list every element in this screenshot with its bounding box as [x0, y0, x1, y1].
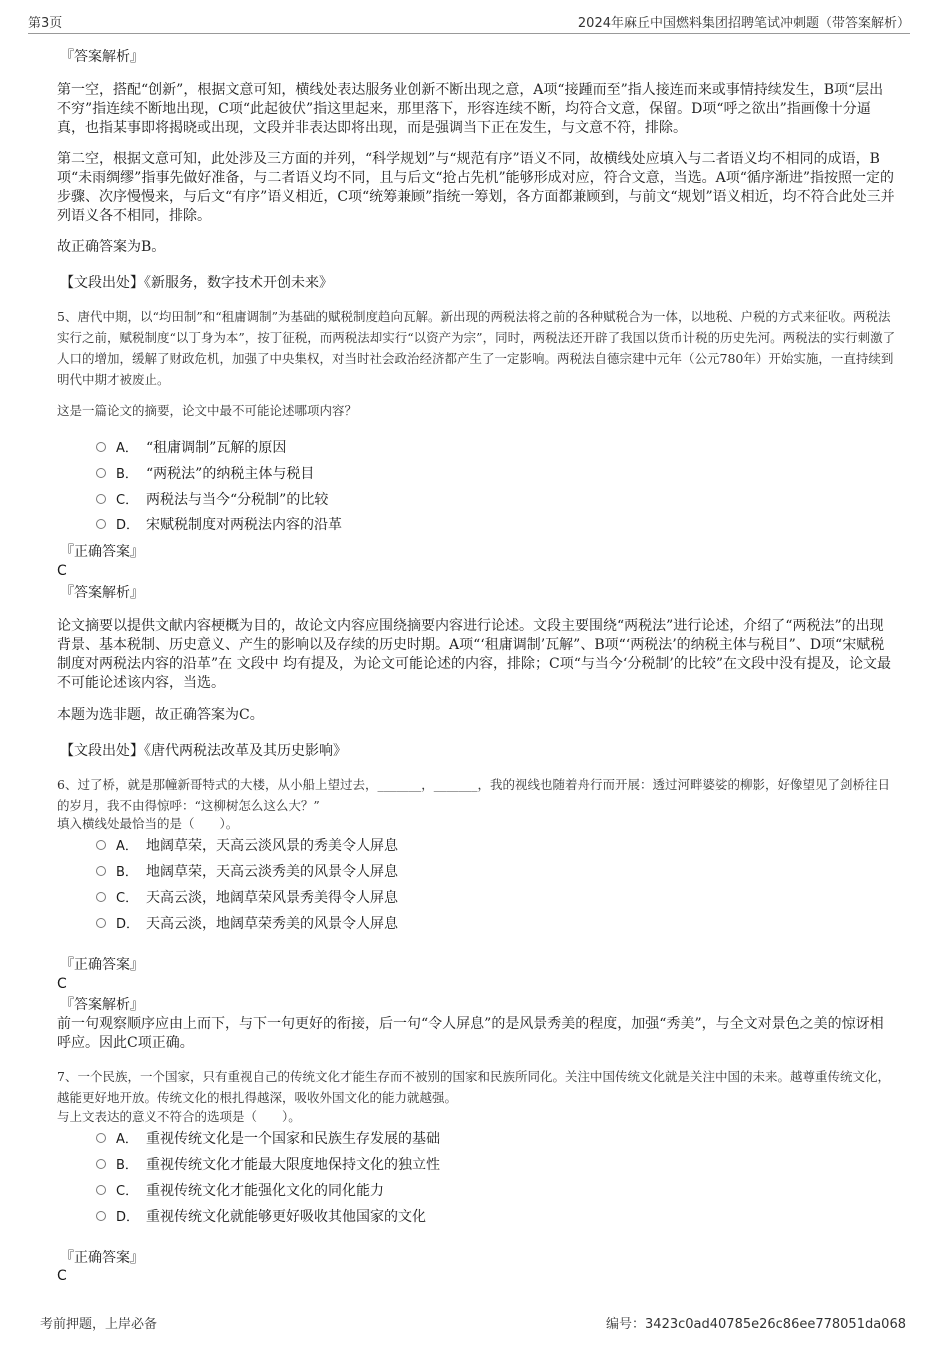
radio-icon[interactable]: [96, 494, 106, 504]
q5-answer: C: [57, 563, 67, 579]
q5-analysis-label: 『答案解析』: [60, 585, 144, 601]
q7-option-b[interactable]: B． 重视传统文化才能最大限度地保持文化的独立性: [96, 1154, 440, 1176]
q4-source: 【文段出处】《新服务，数字技术开创未来》: [60, 275, 333, 291]
radio-icon[interactable]: [96, 519, 106, 529]
q6-answer: C: [57, 976, 67, 992]
q7-answer: C: [57, 1268, 67, 1284]
radio-icon[interactable]: [96, 1211, 106, 1221]
radio-icon[interactable]: [96, 468, 106, 478]
q7-option-a[interactable]: A． 重视传统文化是一个国家和民族生存发展的基础: [96, 1128, 440, 1150]
q4-analysis-para1: 第一空，搭配“创新”，根据文意可知，横线处表达服务业创新不断出现之意，A项“接踵而至”指人接连而来或事情持续发生，B项“层出不穷”指连续不断地出现，C项“此起彼伏”指这里起来，那里落下，形容连续不断，均符合文意，保留。D项“呼之欲出”指画像十分逼真，也指某事即将揭晓或出现，文段并非表达即将出现，而是强调当下正在发生，与文意不符，排除。: [57, 82, 884, 136]
radio-icon[interactable]: [96, 918, 106, 928]
q6-analysis-label: 『答案解析』: [60, 997, 144, 1013]
document-id: 编号：3423c0ad40785e26c86ee778051da068: [606, 1317, 906, 1332]
q4-analysis-conclusion: 故正确答案为B。: [57, 239, 166, 255]
q6-option-a[interactable]: A． 地阔草荣，天高云淡风景的秀美令人屏息: [96, 835, 398, 857]
q5-option-a[interactable]: A． “租庸调制”瓦解的原因: [96, 437, 286, 459]
q5-question: 这是一篇论文的摘要，论文中最不可能论述哪项内容？: [57, 403, 358, 418]
q6-analysis-para1: 前一句观察顺序应由上而下，与下一句更好的衔接，后一句“令人屏息”的是风景秀美的程度，加强“秀美”，与全文对景色之美的惊讶相呼应。因此C项正确。: [57, 1016, 884, 1051]
q6-option-d[interactable]: D． 天高云淡，地阔草荣秀美的风景令人屏息: [96, 913, 398, 935]
q4-analysis-para2: 第二空，根据文意可知，此处涉及三方面的并列，“科学规划”与“规范有序”语义不同，故横线处应填入与二者语义均不相同的成语，B项“未雨绸缪”指事先做好准备，与二者语义均不同，且与后文“抢占先机”能够形成对应，符合文意，当选。A项“循序渐进”指按照一定的步骤、次序慢慢来，与后文“有序”语义相近，C项“统筹兼顾”指统一筹划，各方面都兼顾到，与前文“规划”语义相近，均不符合此处三并列语义各不相同，排除。: [57, 151, 895, 224]
radio-icon[interactable]: [96, 892, 106, 902]
header-divider: [28, 33, 910, 34]
q5-stem: 5、唐代中期，以“均田制”和“租庸调制”为基础的赋税制度趋向瓦解。新出现的两税法将之前的各种赋税合为一体，以地税、户税的方式来征收。两税法实行之前，赋税制度“以丁身为本”，按丁征税，而两税法却实行“以资产为宗”，同时，两税法还开辟了我国以货币计税的历史先河。两税法的实行刺激了人口的增加，缓解了财政危机，加强了中央集权，对当时社会政治经济都产生了一定影响。两税法自德宗建中元年（公元780年）开始实施，一直持续到明代中期才被废止。: [57, 309, 896, 387]
q7-answer-label: 『正确答案』: [60, 1250, 144, 1266]
q6-option-b[interactable]: B． 地阔草荣，天高云淡秀美的风景令人屏息: [96, 861, 398, 883]
radio-icon[interactable]: [96, 442, 106, 452]
q6-question: 填入横线处最恰当的是（ ）。: [57, 816, 239, 831]
q5-option-c[interactable]: C． 两税法与当今“分税制”的比较: [96, 489, 328, 511]
radio-icon[interactable]: [96, 866, 106, 876]
q6-stem: 6、过了桥，就是那幢新哥特式的大楼，从小船上望过去，_______，_______，我的视线也随着舟行而开展：透过河畔婆娑的柳影，好像望见了剑桥往日的岁月，我不由得惊呼：“这柳树怎么这么大？”: [57, 777, 890, 813]
radio-icon[interactable]: [96, 1185, 106, 1195]
q5-option-b[interactable]: B． “两税法”的纳税主体与税目: [96, 463, 314, 485]
radio-icon[interactable]: [96, 1133, 106, 1143]
radio-icon[interactable]: [96, 1159, 106, 1169]
q6-answer-label: 『正确答案』: [60, 957, 144, 973]
q5-option-d[interactable]: D． 宋赋税制度对两税法内容的沿革: [96, 514, 342, 536]
q5-analysis-para1: 论文摘要以提供文献内容梗概为目的，故论文内容应围绕摘要内容进行论述。文段主要围绕“两税法”进行论述，介绍了“两税法”的出现背景、基本税制、历史意义、产生的影响以及存续的历史时期。A项“‘租庸调制’瓦解”、B项“‘两税法’的纳税主体与税目”、D项“宋赋税制度对两税法内容的沿革”在 文段中 均有提及，为论文可能论述的内容，排除；C项“与当今‘分税制’的比较”在文段中没有提及，论文最不可能论述该内容，当选。: [57, 618, 891, 691]
q7-stem: 7、一个民族，一个国家，只有重视自己的传统文化才能生存而不被别的国家和民族所同化。关注中国传统文化就是关注中国的未来。越尊重传统文化，越能更好地开放。传统文化的根扎得越深，吸收外国文化的能力就越强。: [57, 1069, 890, 1105]
document-title: 2024年麻丘中国燃料集团招聘笔试冲刺题（带答案解析）: [577, 16, 910, 31]
q7-question: 与上文表达的意义不符合的选项是（ ）。: [57, 1109, 301, 1124]
radio-icon[interactable]: [96, 840, 106, 850]
q7-option-c[interactable]: C． 重视传统文化才能强化文化的同化能力: [96, 1180, 384, 1202]
page-number: 第3页: [28, 16, 63, 31]
q5-source: 【文段出处】《唐代两税法改革及其历史影响》: [60, 743, 347, 759]
q5-analysis-conclusion: 本题为选非题，故正确答案为C。: [57, 707, 264, 723]
footer-slogan: 考前押题，上岸必备: [40, 1317, 158, 1332]
q4-analysis-label: 『答案解析』: [60, 49, 144, 65]
q5-answer-label: 『正确答案』: [60, 544, 144, 560]
q6-option-c[interactable]: C． 天高云淡，地阔草荣风景秀美得令人屏息: [96, 887, 398, 909]
q7-option-d[interactable]: D． 重视传统文化就能够更好吸收其他国家的文化: [96, 1206, 426, 1228]
